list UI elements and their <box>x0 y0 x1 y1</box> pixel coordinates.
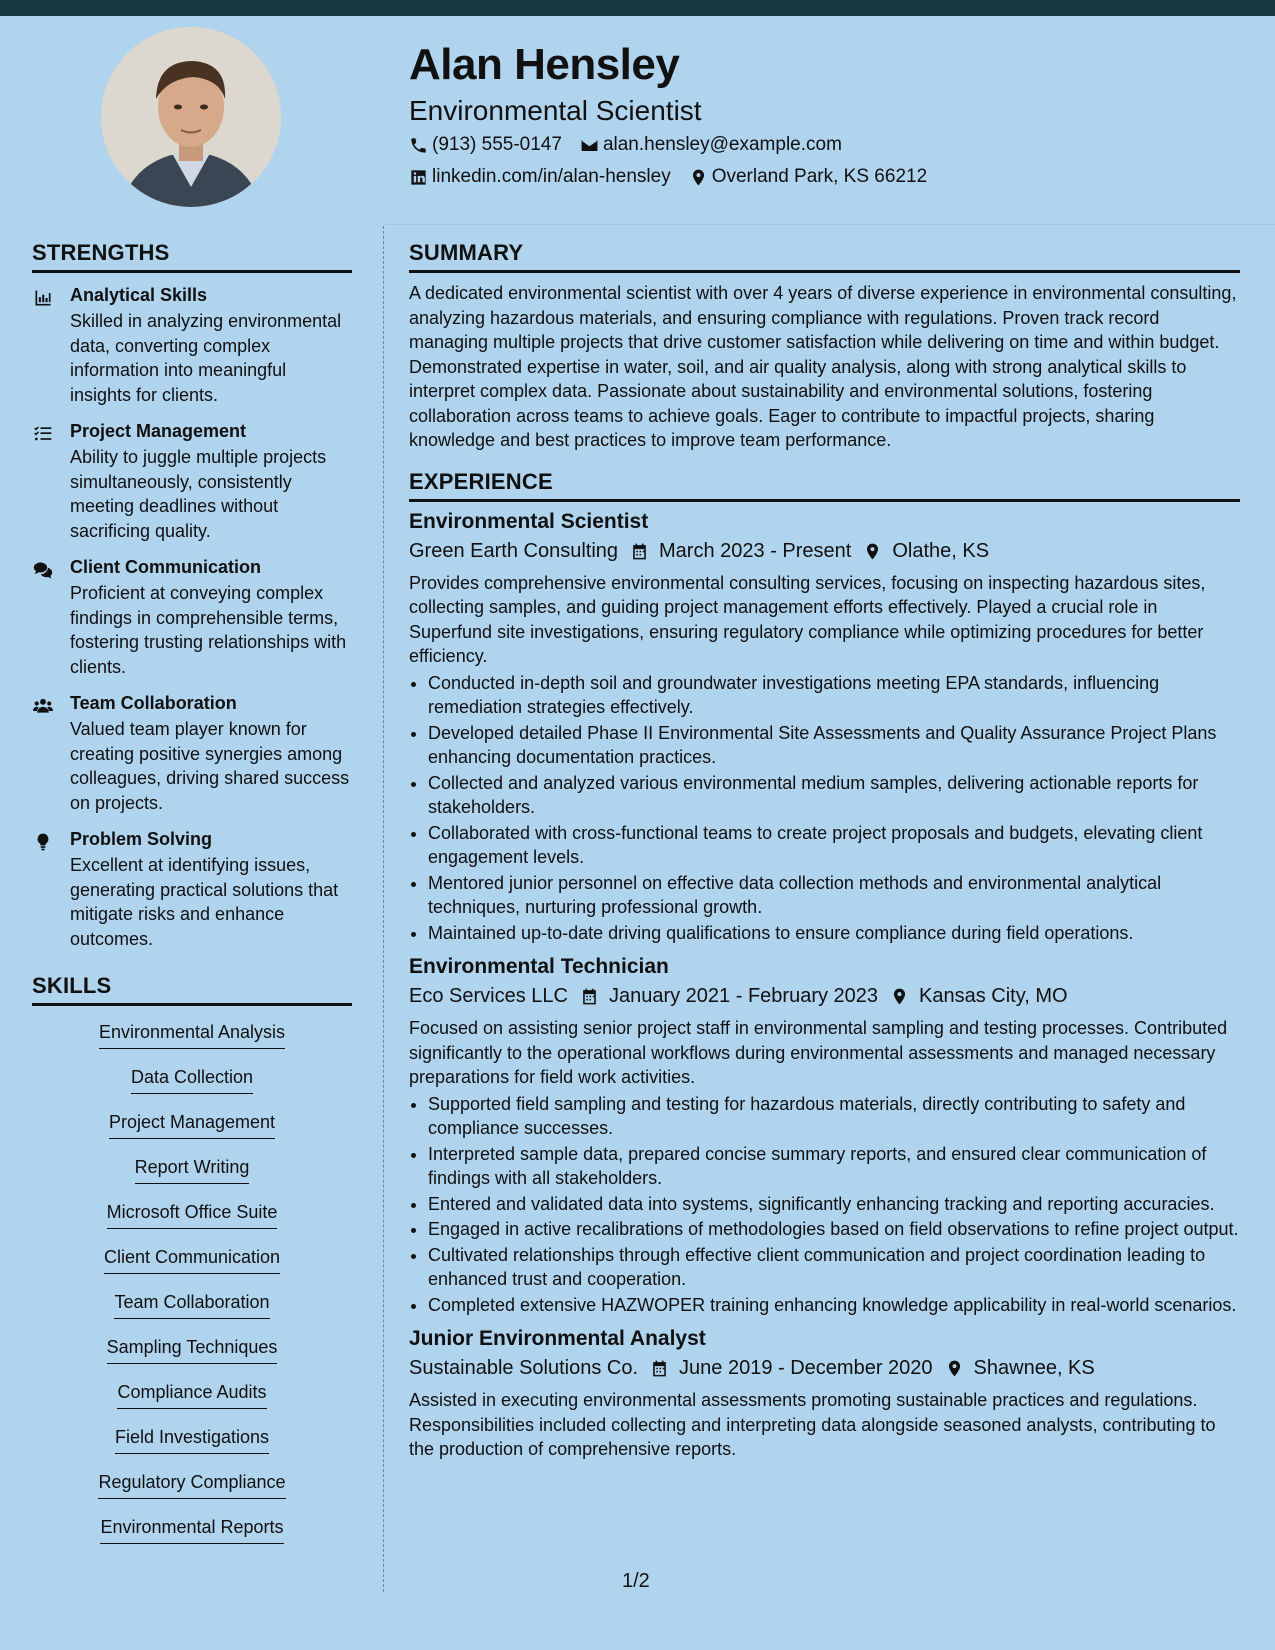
job-bullet: • Collected and analyzed various environmental medium samples, delivering actionable reports for stakeholders. <box>428 771 1240 820</box>
job-bullets <box>409 1092 1240 1318</box>
job-bullet: • Conducted in-depth soil and groundwater investigations meeting EPA standards, influencing remediation strategies effectively. <box>428 671 1240 720</box>
map-pin-icon <box>890 987 909 1006</box>
strength-description: Proficient at conveying complex findings in comprehensible terms, fostering trusting relationships with clients. <box>70 583 347 677</box>
job-company: Sustainable Solutions Co. <box>409 1357 639 1379</box>
skill-tag: Environmental Reports <box>100 1517 283 1544</box>
job-bullet: • Entered and validated data into systems, significantly enhancing tracking and reporting accuracies. <box>428 1192 1240 1217</box>
map-pin-icon <box>689 168 708 187</box>
candidate-title: Environmental Scientist <box>409 95 702 126</box>
left-column <box>32 240 352 1562</box>
job-company: Eco Services LLC <box>409 985 568 1007</box>
candidate-name: Alan Hensley <box>409 40 680 89</box>
job-bullet: • Engaged in active recalibrations of methodologies based on field observations to refine project output. <box>428 1217 1240 1242</box>
linkedin-contact[interactable] <box>409 166 671 188</box>
contact-row-2 <box>409 166 945 188</box>
profile-photo <box>101 27 281 207</box>
map-pin-icon <box>945 1359 964 1378</box>
strength-title: Project Management <box>70 421 247 441</box>
strength-description: Valued team player known for creating positive synergies among colleagues, driving shared success on projects. <box>70 719 350 813</box>
skill-tag: Data Collection <box>131 1067 253 1094</box>
calendar-icon <box>630 542 649 561</box>
skill-tag: Project Management <box>109 1112 275 1139</box>
job-bullet: • Supported field sampling and testing for hazardous materials, directly contributing to safety and compliance successes. <box>428 1092 1240 1141</box>
strength-item <box>32 421 352 543</box>
skills-list <box>32 1018 352 1562</box>
skill-tag: Sampling Techniques <box>107 1337 278 1364</box>
job-description: Focused on assisting senior project staff in environmental sampling and testing processes. Contributed significantly to the operational workflows during environmental assessments and managed necessary preparations for field work activities. <box>409 1018 1228 1087</box>
strength-title: Team Collaboration <box>70 693 237 713</box>
job-bullet: • Cultivated relationships through effective client communication and project coordination leading to enhanced trust and cooperation. <box>428 1243 1240 1292</box>
job-location: Olathe, KS <box>892 539 990 562</box>
lightbulb-icon <box>32 832 54 852</box>
job-meta <box>409 540 1240 563</box>
job-dates: March 2023 - Present <box>659 539 852 562</box>
calendar-icon <box>650 1359 669 1378</box>
job-bullet: • Completed extensive HAZWOPER training enhancing knowledge applicability in real-world scenarios. <box>428 1293 1240 1318</box>
task-list-icon <box>32 424 54 444</box>
phone-contact <box>409 134 562 156</box>
skill-tag: Environmental Analysis <box>99 1022 285 1049</box>
chat-bubbles-icon <box>32 560 54 580</box>
skill-tag: Field Investigations <box>115 1427 269 1454</box>
strength-title: Analytical Skills <box>70 285 208 305</box>
skill-tag: Team Collaboration <box>114 1292 269 1319</box>
portrait-image <box>101 27 281 207</box>
skill-tag: Client Communication <box>104 1247 280 1274</box>
phone-icon <box>409 136 428 155</box>
job-meta <box>409 985 1240 1008</box>
envelope-icon <box>580 136 599 155</box>
strength-title: Problem Solving <box>70 829 213 849</box>
skill-tag: Compliance Audits <box>117 1382 266 1409</box>
skill-tag: Report Writing <box>135 1157 250 1184</box>
phone-text: (913) 555-0147 <box>432 134 562 155</box>
job-entry <box>409 1327 1240 1462</box>
linkedin-text: linkedin.com/in/alan-hensley <box>432 166 671 187</box>
job-company: Green Earth Consulting <box>409 539 619 562</box>
top-bar <box>0 0 1275 16</box>
job-dates: June 2019 - December 2020 <box>679 1357 933 1379</box>
header-divider <box>385 224 1275 225</box>
email-text: alan.hensley@example.com <box>602 134 842 155</box>
job-bullet: • Mentored junior personnel on effective data collection methods and environmental analytical techniques, nurturing professional growth. <box>428 871 1240 920</box>
job-description: Assisted in executing environmental assessments promoting sustainable practices and regulations. Responsibilities included collecting and interpreting data alongside seasoned analysts, contributing to the production of comprehensive reports. <box>409 1390 1216 1459</box>
job-location: Kansas City, MO <box>919 985 1068 1007</box>
experience-heading: EXPERIENCE <box>409 469 1240 502</box>
strengths-heading: STRENGTHS <box>32 240 352 273</box>
page-number: 1/2 <box>622 1570 650 1592</box>
calendar-icon <box>580 987 599 1006</box>
job-dates: January 2021 - February 2023 <box>608 985 879 1007</box>
team-icon <box>32 696 54 716</box>
job-entry <box>409 955 1240 1317</box>
job-title: Junior Environmental Analyst <box>409 1327 706 1350</box>
strength-description: Ability to juggle multiple projects simultaneously, consistently meeting deadlines without sacrificing quality. <box>70 447 327 541</box>
job-meta <box>409 1357 1240 1380</box>
strength-description: Skilled in analyzing environmental data, converting complex information into meaningful insights for clients. <box>70 311 342 405</box>
job-bullet: • Collaborated with cross-functional teams to create project proposals and budgets, elevating client engagement levels. <box>428 821 1240 870</box>
bar-chart-icon <box>32 288 54 308</box>
email-contact[interactable] <box>580 134 842 156</box>
strength-description: Excellent at identifying issues, generating practical solutions that mitigate risks and enhance outcomes. <box>70 855 339 949</box>
job-bullet: • Interpreted sample data, prepared concise summary reports, and ensured clear communication of findings with all stakeholders. <box>428 1142 1240 1191</box>
job-entry <box>409 510 1240 946</box>
job-title: Environmental Technician <box>409 955 669 978</box>
strength-item <box>32 829 352 951</box>
job-bullets <box>409 671 1240 946</box>
skill-tag: Regulatory Compliance <box>98 1472 285 1499</box>
summary-heading: SUMMARY <box>409 240 1240 273</box>
location-text: Overland Park, KS 66212 <box>711 166 928 187</box>
linkedin-icon <box>409 168 428 187</box>
job-description: Provides comprehensive environmental consulting services, focusing on inspecting hazardous sites, collecting samples, and guiding project management efforts effectively. Played a crucial role in Superfund site investigations, ensuring regulatory compliance while optimizing procedures for better efficiency. <box>409 572 1206 666</box>
location-contact <box>689 166 927 188</box>
right-column <box>409 240 1240 1462</box>
contact-row-1 <box>409 134 860 156</box>
map-pin-icon <box>863 542 882 561</box>
job-bullet: • Developed detailed Phase II Environmental Site Assessments and Quality Assurance Project Plans enhancing documentation practices. <box>428 721 1240 770</box>
job-bullet: • Maintained up-to-date driving qualifications to ensure compliance during field operations. <box>428 921 1240 946</box>
strength-title: Client Communication <box>70 557 262 577</box>
skill-tag: Microsoft Office Suite <box>107 1202 278 1229</box>
summary-text: A dedicated environmental scientist with over 4 years of diverse experience in environmental consulting, analyzing hazardous materials, and ensuring compliance with regulations. Proven track record managing multiple projects that drive customer satisfaction while delivering on time and within budget. Demonstrated expertise in water, soil, and air quality analysis, along with strong analytical skills to interpret complex data. Passionate about sustainability and environmental solutions, fostering collaboration across teams to achieve goals. Eager to contribute to impactful projects, sharing knowledge and best practices to improve team performance. <box>409 283 1237 450</box>
strength-item <box>32 285 352 407</box>
job-title: Environmental Scientist <box>409 509 649 533</box>
strength-item <box>32 557 352 679</box>
strength-item <box>32 693 352 815</box>
job-location: Shawnee, KS <box>973 1357 1095 1379</box>
skills-heading: SKILLS <box>32 973 352 1006</box>
column-divider <box>383 226 384 1592</box>
